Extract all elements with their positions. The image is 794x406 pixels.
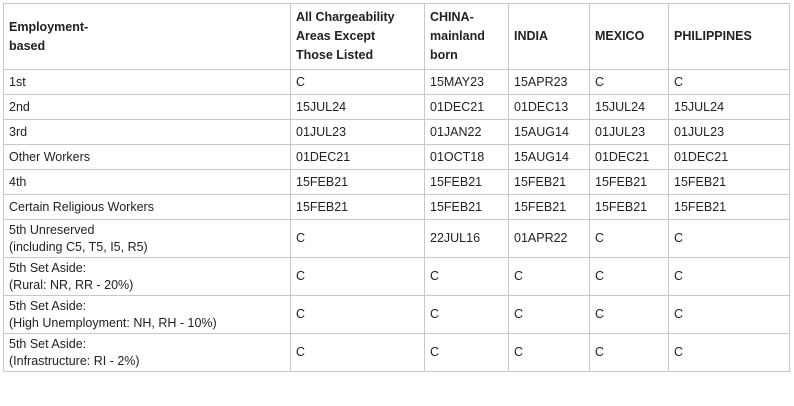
cell-philippines: 15FEB21 bbox=[669, 170, 790, 195]
cell-china: 01OCT18 bbox=[425, 145, 509, 170]
table-row bbox=[4, 296, 790, 334]
row-category-label: 5th Unreserved bbox=[9, 222, 95, 237]
cell-india: C bbox=[509, 334, 590, 372]
header-line: Employment- bbox=[9, 19, 89, 34]
row-category-label: (High Unemployment: NH, RH - 10%) bbox=[9, 315, 217, 330]
cell-india: 15FEB21 bbox=[509, 195, 590, 220]
row-category-label: Certain Religious Workers bbox=[9, 199, 154, 214]
row-category-label: 5th Set Aside: bbox=[9, 336, 87, 351]
cell-china: 15FEB21 bbox=[425, 195, 509, 220]
cell-india: 01DEC13 bbox=[509, 95, 590, 120]
table-row bbox=[4, 258, 790, 296]
cell-all-chargeability: 01DEC21 bbox=[291, 145, 425, 170]
header-line: Areas Except bbox=[296, 29, 376, 43]
cell-mexico: C bbox=[590, 70, 669, 95]
cell-philippines: 15JUL24 bbox=[669, 95, 790, 120]
cell-philippines: C bbox=[669, 70, 790, 95]
cell-india: C bbox=[509, 296, 590, 334]
cell-philippines: 01DEC21 bbox=[669, 145, 790, 170]
cell-philippines: C bbox=[669, 334, 790, 372]
table-row bbox=[4, 195, 790, 220]
row-category-cell bbox=[4, 296, 291, 334]
cell-china: 01DEC21 bbox=[425, 95, 509, 120]
header-china bbox=[425, 4, 509, 70]
cell-philippines: 15FEB21 bbox=[669, 195, 790, 220]
row-category-label: 5th Set Aside: bbox=[9, 298, 87, 313]
header-mexico: MEXICO bbox=[590, 4, 669, 70]
cell-philippines: 01JUL23 bbox=[669, 120, 790, 145]
visa-bulletin-table bbox=[3, 3, 790, 372]
cell-all-chargeability: C bbox=[291, 70, 425, 95]
cell-mexico: C bbox=[590, 334, 669, 372]
cell-india: 15APR23 bbox=[509, 70, 590, 95]
cell-philippines: C bbox=[669, 296, 790, 334]
table-body bbox=[4, 70, 790, 372]
header-employment-based bbox=[4, 4, 291, 70]
header-line: based bbox=[9, 38, 46, 53]
row-category-cell bbox=[4, 220, 291, 258]
cell-china: 15MAY23 bbox=[425, 70, 509, 95]
cell-mexico: 15FEB21 bbox=[590, 195, 669, 220]
cell-philippines: C bbox=[669, 258, 790, 296]
cell-china: C bbox=[425, 334, 509, 372]
row-category-label: 3rd bbox=[9, 124, 28, 139]
cell-china: 15FEB21 bbox=[425, 170, 509, 195]
table-row bbox=[4, 145, 790, 170]
row-category-cell bbox=[4, 258, 291, 296]
cell-mexico: 01DEC21 bbox=[590, 145, 669, 170]
row-category-label: 1st bbox=[9, 74, 26, 89]
table-row bbox=[4, 95, 790, 120]
table-row bbox=[4, 70, 790, 95]
cell-all-chargeability: 15FEB21 bbox=[291, 170, 425, 195]
table-container bbox=[3, 3, 790, 372]
row-category-cell bbox=[4, 334, 291, 372]
cell-all-chargeability: C bbox=[291, 296, 425, 334]
table-row bbox=[4, 334, 790, 372]
cell-india: 15AUG14 bbox=[509, 120, 590, 145]
cell-all-chargeability: 15FEB21 bbox=[291, 195, 425, 220]
cell-all-chargeability: C bbox=[291, 334, 425, 372]
cell-mexico: 01JUL23 bbox=[590, 120, 669, 145]
cell-india: 15AUG14 bbox=[509, 145, 590, 170]
cell-mexico: C bbox=[590, 220, 669, 258]
row-category-label: 2nd bbox=[9, 99, 30, 114]
cell-all-chargeability: 01JUL23 bbox=[291, 120, 425, 145]
cell-china: C bbox=[425, 258, 509, 296]
cell-mexico: 15JUL24 bbox=[590, 95, 669, 120]
cell-india: 01APR22 bbox=[509, 220, 590, 258]
cell-mexico: C bbox=[590, 296, 669, 334]
row-category-label: (including C5, T5, I5, R5) bbox=[9, 239, 148, 254]
row-category-label: 5th Set Aside: bbox=[9, 260, 87, 275]
cell-all-chargeability: C bbox=[291, 258, 425, 296]
cell-mexico: 15FEB21 bbox=[590, 170, 669, 195]
header-india: INDIA bbox=[509, 4, 590, 70]
cell-mexico: C bbox=[590, 258, 669, 296]
table-row bbox=[4, 220, 790, 258]
header-philippines: PHILIPPINES bbox=[669, 4, 790, 70]
row-category-cell bbox=[4, 120, 291, 145]
header-row bbox=[4, 4, 790, 70]
header-line: mainland bbox=[430, 29, 485, 43]
cell-india: 15FEB21 bbox=[509, 170, 590, 195]
row-category-cell bbox=[4, 95, 291, 120]
cell-all-chargeability: C bbox=[291, 220, 425, 258]
cell-china: 01JAN22 bbox=[425, 120, 509, 145]
cell-china: 22JUL16 bbox=[425, 220, 509, 258]
table-row bbox=[4, 120, 790, 145]
row-category-label: 4th bbox=[9, 174, 27, 189]
row-category-cell bbox=[4, 70, 291, 95]
row-category-cell bbox=[4, 195, 291, 220]
row-category-label: (Rural: NR, RR - 20%) bbox=[9, 277, 134, 292]
cell-china: C bbox=[425, 296, 509, 334]
row-category-cell bbox=[4, 170, 291, 195]
cell-all-chargeability: 15JUL24 bbox=[291, 95, 425, 120]
row-category-label: (Infrastructure: RI - 2%) bbox=[9, 353, 140, 368]
header-all-chargeability bbox=[291, 4, 425, 70]
header-line: CHINA- bbox=[430, 10, 474, 24]
header-line: Those Listed bbox=[296, 48, 374, 62]
cell-india: C bbox=[509, 258, 590, 296]
header-line: born bbox=[430, 48, 458, 62]
cell-philippines: C bbox=[669, 220, 790, 258]
header-line: All Chargeability bbox=[296, 10, 395, 24]
row-category-label: Other Workers bbox=[9, 149, 91, 164]
row-category-cell bbox=[4, 145, 291, 170]
table-row bbox=[4, 170, 790, 195]
